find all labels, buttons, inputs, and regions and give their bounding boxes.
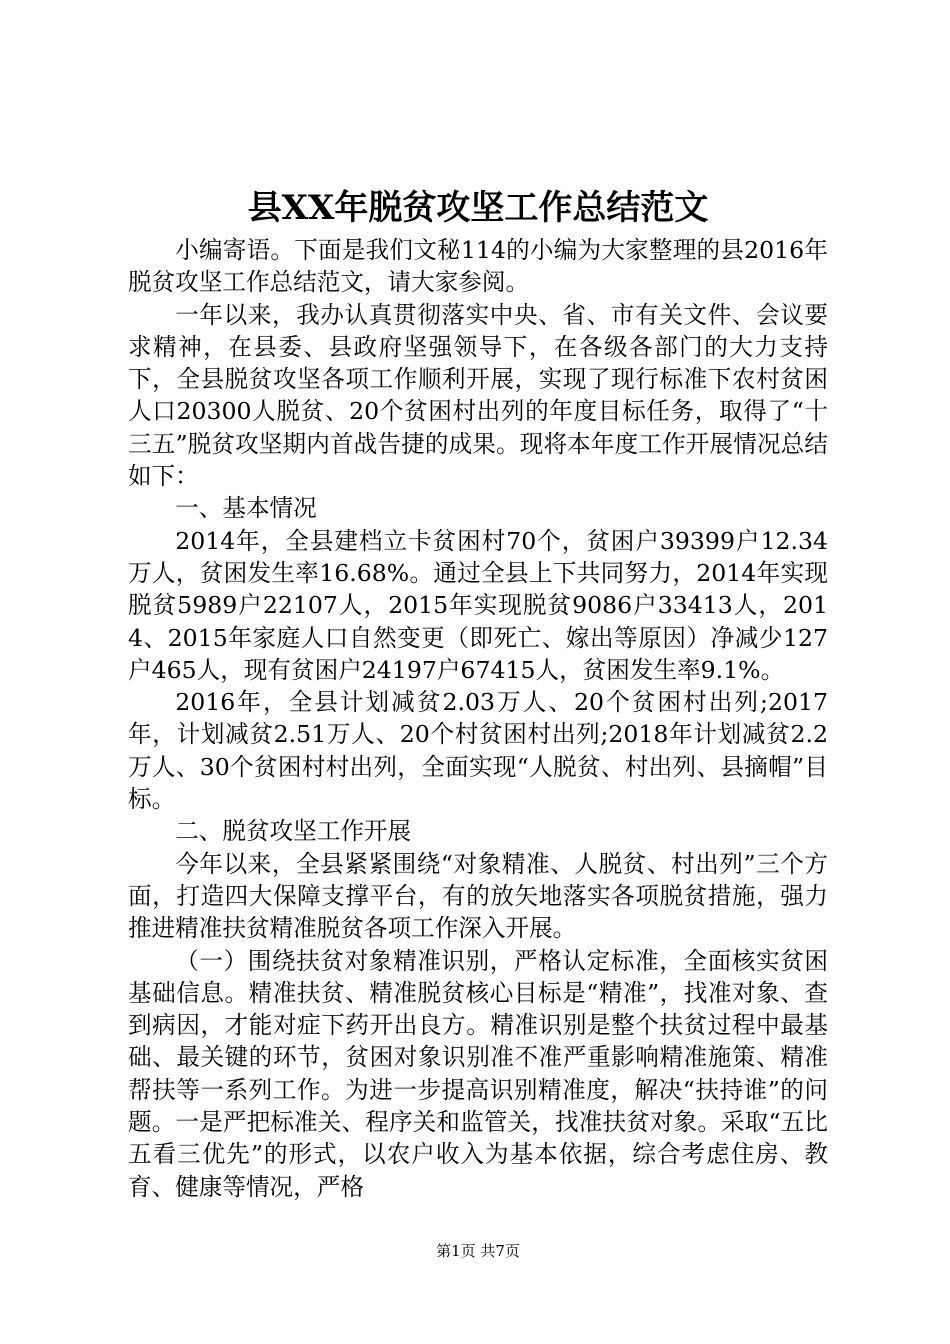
- page-footer: 第1页 共7页: [436, 1242, 520, 1260]
- document-page: [128, 0, 828, 1344]
- work-overview-paragraph: 今年以来，全县紧紧围绕“对象精准、人脱贫、村出列”三个方面，打造四大保障支撑平台，有的放矢地落实各项脱贫措施，强力推进精准扶贫精准脱贫各项工作深入开展。: [128, 849, 828, 943]
- identification-paragraph: （一）围绕扶贫对象精准识别，严格认定标准，全面核实贫困基础信息。精准扶贫、精准脱贫核心目标是“精准”，找准对象、查到病因，才能对症下药开出良方。精准识别是整个扶贫过程中最基础、最关键的环节，贫困对象识别准不准严重影响精准施策、精准帮扶等一系列工作。为进一步提高识别精准度，解决“扶持谁”的问题。一是严把标准关、程序关和监管关，找准扶贫对象。采取“五比五看三优先”的形式，以农户收入为基本依据，综合考虑住房、教育、健康等情况，严格: [128, 946, 828, 1201]
- basic-situation-paragraph: 2014年，全县建档立卡贫困村70个，贫困户39399户12.34万人，贫困发生率16.68%。通过全县上下共同努力，2014年实现脱贫5989户22107人，2015年实现脱贫9086户33413人，2014、2015年家庭人口自然变更（即死亡、嫁出等原因）净减少127户465人，现有贫困户24197户67415人，贫困发生率9.1%。: [128, 526, 828, 684]
- section-heading-work: 二、脱贫攻坚工作开展: [175, 817, 412, 846]
- summary-paragraph: 一年以来，我办认真贯彻落实中央、省、市有关文件、会议要求精神，在县委、县政府坚强领导下，在各级各部门的大力支持下，全县脱贫攻坚各项工作顺利开展，实现了现行标准下农村贫困人口20300人脱贫、20个贫困村出列的年度目标任务，取得了“十三五”脱贫攻坚期内首战告捷的成果。现将本年度工作开展情况总结如下：: [128, 300, 828, 491]
- intro-paragraph: 小编寄语。下面是我们文秘114的小编为大家整理的县2016年脱贫攻坚工作总结范文，请大家参阅。: [128, 236, 828, 297]
- document-body: [128, 234, 828, 1203]
- section-heading-basic: 一、基本情况: [175, 494, 317, 523]
- document-title: 县XX年脱贫攻坚工作总结范文: [247, 188, 709, 228]
- plan-paragraph: 2016年，全县计划减贫2.03万人、20个贫困村出列;2017年，计划减贫2.51万人、20个村贫困村出列;2018年计划减贫2.2万人、30个贫困村村出列，全面实现“人脱贫、村出列、县摘帽”目标。: [128, 688, 828, 814]
